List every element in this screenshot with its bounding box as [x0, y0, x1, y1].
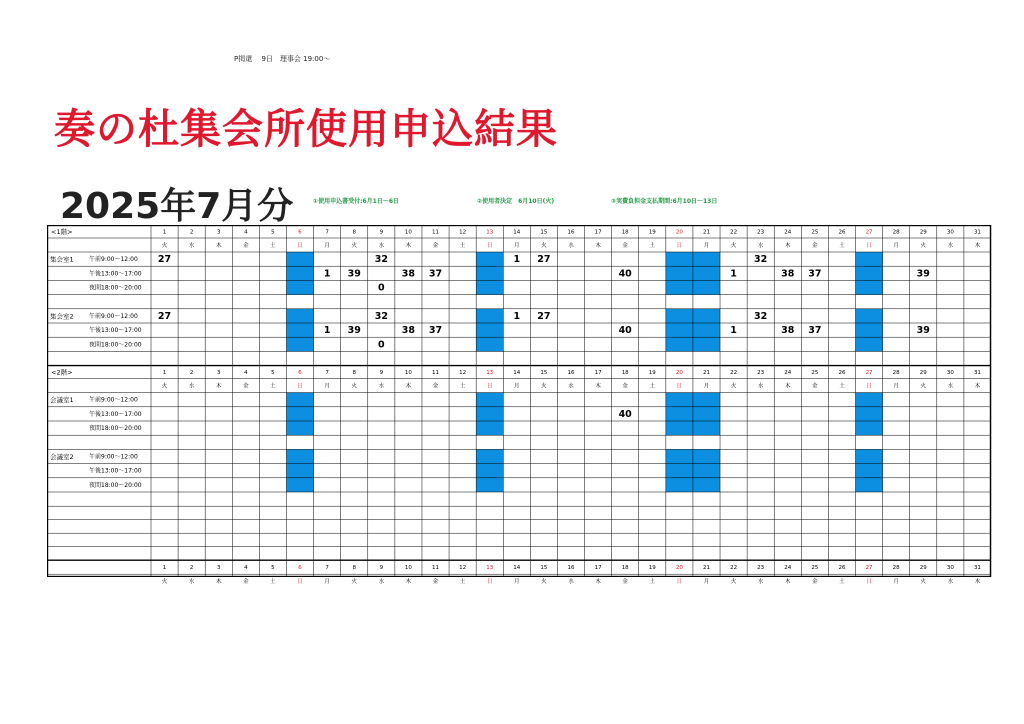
weekday-label: 金: [432, 243, 439, 249]
weekday-label: 水: [568, 579, 574, 586]
weekday-label: 木: [974, 383, 981, 390]
weekday-label: 水: [188, 383, 195, 390]
day-number: 30: [946, 565, 954, 572]
calendar-grid-svg: [47, 225, 991, 586]
day-number: 2: [189, 370, 194, 377]
reservation-value: 1: [513, 310, 521, 322]
weekday-label: 火: [730, 243, 737, 249]
day-number: 11: [432, 565, 440, 572]
day-number: 27: [865, 565, 873, 572]
day-number: 15: [540, 229, 548, 236]
day-number: 20: [675, 229, 683, 236]
day-number: 23: [757, 370, 765, 377]
time-slot-label: 午後13:00〜17:00: [89, 467, 142, 475]
month-heading: 2025年7月分: [60, 186, 294, 227]
reservation-value: 38: [781, 268, 795, 280]
weekday-label: 日: [866, 383, 872, 390]
weekday-label: 水: [947, 243, 954, 249]
day-number: 14: [513, 370, 521, 377]
day-number: 3: [216, 229, 221, 236]
weekday-label: 水: [568, 243, 574, 249]
weekday-label: 木: [215, 243, 222, 249]
day-number: 6: [298, 229, 302, 236]
day-number: 28: [892, 370, 900, 377]
time-slot-label: 夜間18:00〜20:00: [89, 284, 142, 292]
day-number: 1: [162, 370, 167, 377]
reservation-value: 1: [730, 268, 737, 280]
weekday-label: 月: [514, 383, 520, 390]
day-number: 18: [621, 370, 629, 377]
closed-day-block: [286, 393, 313, 436]
weekday-label: 土: [270, 579, 276, 586]
weekday-label: 水: [188, 243, 195, 249]
day-number: 6: [298, 565, 302, 572]
day-number: 12: [459, 229, 467, 236]
day-number: 13: [486, 229, 494, 236]
weekday-label: 月: [893, 579, 899, 586]
day-number: 21: [702, 565, 710, 572]
closed-day-block: [856, 449, 883, 492]
weekday-label: 水: [757, 243, 764, 249]
weekday-label: 火: [351, 243, 357, 249]
day-number: 2: [189, 229, 194, 236]
weekday-label: 土: [649, 243, 656, 249]
day-number: 10: [404, 565, 412, 572]
reservation-value: 39: [916, 268, 930, 280]
weekday-label: 木: [595, 243, 601, 249]
closed-day-block: [476, 393, 503, 436]
weekday-label: 土: [649, 579, 656, 586]
weekday-label: 金: [432, 383, 439, 390]
weekday-label: 水: [378, 579, 385, 586]
reservation-value: 27: [537, 254, 551, 266]
weekday-label: 土: [649, 383, 656, 390]
day-number: 16: [567, 565, 575, 572]
weekday-label: 火: [541, 243, 547, 249]
reservation-value: 32: [754, 254, 768, 266]
reservation-value: 38: [401, 268, 416, 280]
day-number: 24: [784, 565, 792, 572]
weekday-label: 日: [297, 243, 303, 249]
weekday-label: 月: [514, 243, 520, 249]
day-number: 12: [459, 565, 467, 572]
weekday-label: 火: [730, 383, 737, 390]
reservation-value: 37: [428, 268, 443, 280]
weekday-label: 月: [324, 579, 330, 586]
reservation-value: 37: [428, 325, 443, 337]
day-number: 27: [865, 229, 873, 236]
day-number: 16: [567, 370, 575, 377]
day-number: 8: [352, 565, 356, 572]
day-number: 17: [594, 229, 602, 236]
day-number: 14: [513, 565, 521, 572]
reservation-value: 40: [618, 268, 632, 280]
reservation-value: 1: [323, 325, 331, 337]
time-slot-label: 夜間18:00〜20:00: [89, 481, 142, 489]
reservation-value: 1: [323, 268, 331, 280]
day-number: 4: [244, 565, 248, 572]
day-number: 27: [865, 370, 873, 377]
step-payment-period: ③実費負担金支払期間:6月10日〜13日: [611, 198, 718, 205]
day-number: 13: [486, 370, 494, 377]
weekday-label: 木: [215, 579, 222, 586]
weekday-label: 金: [432, 579, 439, 586]
weekday-label: 日: [486, 243, 493, 249]
day-number: 9: [379, 370, 384, 377]
day-number: 15: [540, 370, 548, 377]
grid-border: [48, 226, 991, 577]
weekday-label: 土: [839, 243, 845, 249]
closed-day-block: [286, 252, 313, 295]
weekday-label: 土: [459, 383, 466, 390]
day-number: 12: [459, 370, 467, 377]
day-number: 3: [216, 565, 221, 572]
day-number: 26: [838, 565, 846, 572]
step-application-period: ①使用申込書受付:6月1日〜6日: [313, 198, 400, 205]
weekday-label: 火: [161, 383, 168, 390]
weekday-label: 水: [947, 383, 954, 390]
day-number: 6: [298, 370, 302, 377]
day-number: 21: [702, 229, 710, 236]
reservation-value: 27: [157, 254, 172, 266]
room-name: 集会室2: [50, 312, 74, 321]
weekday-label: 木: [405, 243, 412, 249]
weekday-label: 火: [541, 383, 547, 390]
day-number: 15: [540, 565, 548, 572]
weekday-label: 金: [243, 579, 249, 586]
day-number: 31: [973, 565, 981, 572]
weekday-label: 火: [730, 579, 737, 586]
time-slot-label: 午後13:00〜17:00: [89, 270, 142, 278]
weekday-label: 火: [351, 579, 357, 586]
day-number: 10: [404, 370, 412, 377]
day-number: 10: [404, 229, 412, 236]
closed-day-block: [286, 309, 313, 352]
reservation-value: 0: [378, 339, 385, 351]
day-number: 8: [352, 370, 356, 377]
floor-label: <2階>: [51, 368, 73, 377]
reservation-value: 27: [157, 310, 172, 322]
day-number: 8: [352, 229, 356, 236]
day-number: 22: [730, 229, 738, 236]
day-number: 23: [757, 229, 765, 236]
header-note: P掲還 9日 理事会 19:00〜: [234, 55, 331, 63]
day-number: 25: [811, 370, 819, 377]
reservation-value: 0: [378, 282, 385, 294]
day-number: 16: [567, 229, 575, 236]
closed-day-block: [693, 393, 720, 436]
closed-day-block: [693, 449, 720, 492]
room-name: 集会室1: [50, 255, 74, 264]
day-number: 26: [838, 229, 846, 236]
reservation-value: 40: [618, 408, 632, 420]
day-number: 5: [271, 565, 275, 572]
weekday-label: 木: [785, 243, 791, 249]
weekday-label: 日: [676, 383, 683, 390]
closed-day-block: [286, 449, 313, 492]
day-number: 18: [621, 229, 629, 236]
day-number: 21: [702, 370, 710, 377]
weekday-label: 月: [324, 243, 330, 249]
time-slot-label: 夜間18:00〜20:00: [89, 341, 142, 349]
weekday-label: 木: [974, 579, 981, 586]
weekday-label: 水: [188, 579, 195, 586]
weekday-label: 土: [839, 383, 845, 390]
closed-day-block: [476, 309, 503, 352]
day-number: 7: [325, 370, 329, 377]
closed-day-block: [856, 393, 883, 436]
closed-day-block: [693, 252, 720, 295]
page-title: 奏の杜集会所使用申込結果: [54, 105, 558, 153]
weekday-label: 土: [459, 243, 466, 249]
day-number: 22: [730, 370, 738, 377]
weekday-label: 木: [785, 383, 791, 390]
weekday-label: 金: [812, 383, 818, 390]
day-number: 22: [730, 565, 738, 572]
weekday-label: 日: [866, 579, 872, 586]
day-number: 18: [621, 565, 629, 572]
time-slot-label: 午前9:00〜12:00: [89, 453, 138, 461]
weekday-label: 土: [270, 243, 276, 249]
reservation-value: 39: [916, 325, 930, 337]
weekday-label: 金: [812, 243, 818, 249]
weekday-label: 木: [785, 579, 791, 586]
weekday-label: 金: [243, 243, 249, 249]
weekday-label: 木: [405, 579, 412, 586]
weekday-label: 水: [568, 383, 574, 390]
reservation-value: 1: [513, 254, 521, 266]
day-number: 29: [919, 370, 927, 377]
weekday-label: 火: [920, 243, 927, 249]
closed-day-block: [476, 449, 503, 492]
time-slot-label: 夜間18:00〜20:00: [89, 425, 142, 433]
day-number: 11: [432, 370, 440, 377]
step-decision-date: ②使用者決定 6月10日(火): [477, 198, 555, 205]
day-number: 4: [244, 229, 248, 236]
weekday-label: 月: [703, 579, 710, 586]
day-number: 5: [271, 229, 275, 236]
reservation-value: 39: [347, 325, 361, 337]
time-slot-label: 午後13:00〜17:00: [89, 327, 142, 335]
weekday-label: 水: [757, 579, 764, 586]
closed-day-block: [476, 252, 503, 295]
weekday-label: 木: [974, 243, 981, 249]
weekday-label: 日: [676, 579, 683, 586]
weekday-label: 火: [161, 579, 168, 586]
weekday-label: 金: [812, 579, 818, 586]
day-number: 29: [919, 229, 927, 236]
day-number: 13: [486, 565, 494, 572]
weekday-label: 月: [324, 383, 330, 390]
weekday-label: 火: [351, 383, 357, 390]
day-number: 5: [271, 370, 275, 377]
day-number: 14: [513, 229, 521, 236]
day-number: 7: [325, 229, 329, 236]
weekday-label: 水: [947, 579, 954, 586]
reservation-value: 38: [781, 325, 795, 337]
reservation-value: 39: [347, 268, 361, 280]
day-number: 24: [784, 370, 792, 377]
day-number: 19: [648, 229, 656, 236]
time-slot-label: 午前9:00〜12:00: [89, 396, 138, 404]
closed-day-block: [666, 252, 693, 295]
time-slot-label: 午前9:00〜12:00: [89, 256, 138, 264]
day-number: 9: [379, 229, 384, 236]
closed-day-block: [856, 309, 883, 352]
weekday-label: 日: [297, 383, 303, 390]
day-number: 7: [325, 565, 329, 572]
closed-day-block: [666, 309, 693, 352]
weekday-label: 火: [920, 579, 927, 586]
weekday-label: 日: [486, 579, 493, 586]
day-number: 29: [919, 565, 927, 572]
weekday-label: 水: [757, 383, 764, 390]
day-number: 9: [379, 565, 384, 572]
weekday-label: 日: [297, 579, 303, 586]
day-number: 31: [973, 370, 981, 377]
weekday-label: 火: [541, 579, 547, 586]
weekday-label: 金: [622, 243, 628, 249]
weekday-label: 金: [622, 579, 628, 586]
closed-day-block: [856, 252, 883, 295]
weekday-label: 水: [378, 243, 385, 249]
day-number: 31: [973, 229, 981, 236]
day-number: 17: [594, 565, 602, 572]
day-number: 3: [216, 370, 221, 377]
day-number: 25: [811, 229, 819, 236]
weekday-label: 日: [486, 383, 493, 390]
day-number: 19: [648, 565, 656, 572]
reservation-value: 37: [808, 325, 822, 337]
weekday-label: 金: [622, 383, 628, 390]
weekday-label: 月: [703, 243, 710, 249]
reservation-value: 27: [537, 310, 551, 322]
day-number: 4: [244, 370, 248, 377]
time-slot-label: 午前9:00〜12:00: [89, 312, 138, 320]
reservation-value: 32: [754, 310, 768, 322]
room-name: 会議室2: [50, 453, 74, 461]
day-number: 1: [162, 565, 167, 572]
weekday-label: 日: [676, 243, 683, 249]
weekday-label: 月: [893, 243, 899, 249]
time-slot-label: 午後13:00〜17:00: [89, 410, 142, 418]
reservation-value: 40: [618, 325, 632, 337]
weekday-label: 日: [866, 243, 872, 249]
weekday-label: 土: [839, 579, 845, 586]
day-number: 30: [946, 370, 954, 377]
weekday-label: 木: [215, 383, 222, 390]
weekday-label: 土: [459, 579, 466, 586]
reservation-value: 32: [374, 254, 388, 266]
day-number: 25: [811, 565, 819, 572]
day-number: 1: [162, 229, 167, 236]
reservation-calendar-grid: [47, 225, 991, 586]
weekday-label: 水: [378, 383, 385, 390]
weekday-label: 月: [514, 579, 520, 586]
day-number: 19: [648, 370, 656, 377]
day-number: 28: [892, 565, 900, 572]
day-number: 20: [675, 370, 683, 377]
reservation-value: 1: [730, 325, 737, 337]
day-number: 26: [838, 370, 846, 377]
day-number: 30: [946, 229, 954, 236]
weekday-label: 火: [161, 243, 168, 249]
reservation-value: 38: [401, 325, 416, 337]
reservation-value: 37: [808, 268, 822, 280]
room-name: 会議室1: [50, 396, 74, 405]
day-number: 2: [189, 565, 194, 572]
weekday-label: 木: [405, 383, 412, 390]
floor-label: <1階>: [51, 228, 73, 236]
weekday-label: 土: [270, 383, 276, 390]
closed-day-block: [666, 449, 693, 492]
weekday-label: 木: [595, 579, 601, 586]
weekday-label: 火: [920, 383, 927, 390]
day-number: 11: [432, 229, 440, 236]
closed-day-block: [666, 393, 693, 436]
weekday-label: 金: [243, 383, 249, 390]
day-number: 17: [594, 370, 602, 377]
day-number: 20: [675, 565, 683, 572]
day-number: 28: [892, 229, 900, 236]
weekday-label: 木: [595, 383, 601, 390]
closed-day-block: [693, 309, 720, 352]
day-number: 24: [784, 229, 792, 236]
weekday-label: 月: [893, 383, 899, 390]
day-number: 23: [757, 565, 765, 572]
weekday-label: 月: [703, 383, 710, 390]
reservation-value: 32: [374, 310, 388, 322]
